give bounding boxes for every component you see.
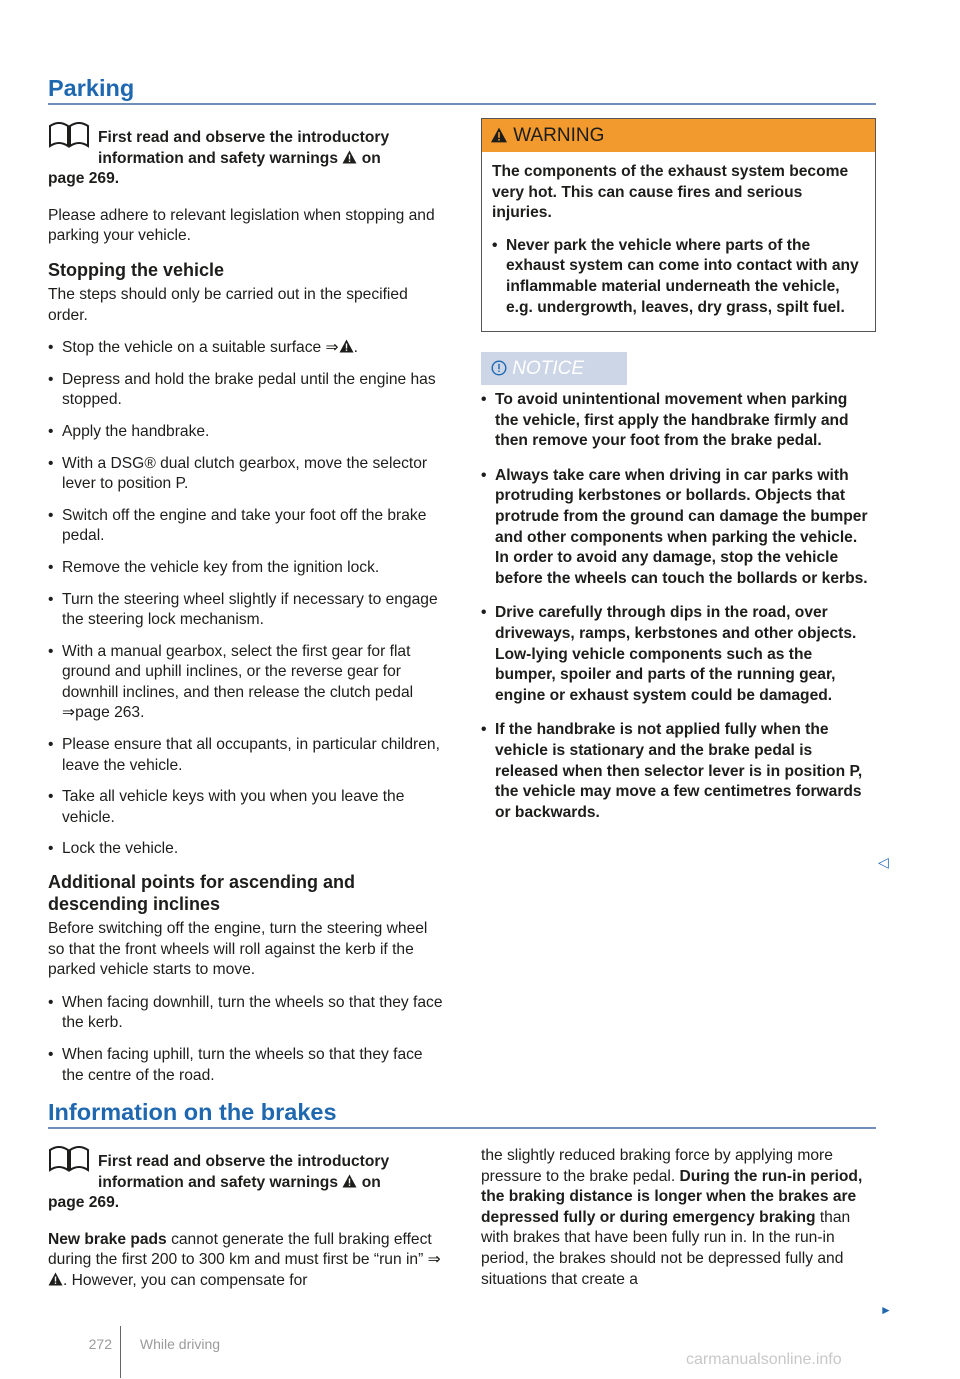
brake-pads-paragraph: New brake pads cannot generate the full braking effect during the first 200 to 300 km and must first be “run in” ⇒. However, you can compensate for (48, 1230, 441, 1289)
warning-triangle-icon (48, 1272, 63, 1286)
list-item: • Always take care when driving in car parks with protruding kerbstones or bollards. Objects that protrude from the ground can damage the bumper and other components when parking the vehicle. In order to avoid any damage, stop the vehicle before the wheels can touch the bollards or kerbs. (481, 466, 868, 587)
notice-label: NOTICE (512, 358, 585, 379)
notice-header (481, 352, 627, 385)
warning-header (482, 119, 875, 152)
list-item: • Apply the handbrake. (48, 422, 210, 440)
intro-note (48, 122, 446, 190)
footer-section: While driving (139, 1336, 221, 1352)
list-item: • If the handbrake is not applied fully when the vehicle is stationary and the brake pedal is released when then selector lever is in position P, the vehicle may move a few centimetres forwards or backwards. (481, 721, 863, 821)
notice-circle-icon (491, 360, 507, 376)
manual-book-icon (48, 122, 90, 148)
watermark: carmanualsonline.info (686, 1351, 842, 1368)
warning-body (482, 152, 875, 331)
right-column-brakes (481, 1146, 874, 1302)
list-item: • Remove the vehicle key from the ignition lock. (48, 558, 380, 576)
section-title-brakes: Information on the brakes (48, 1099, 337, 1125)
list-item: • Never park the vehicle where parts of the exhaust system can come into contact with any inflammable material underneath the vehicle, e.g. undergrowth, leaves, dry grass, spilt fuel. (492, 236, 859, 316)
notice-body (481, 390, 874, 834)
intro-text-2: information and safety warnings (98, 149, 339, 167)
intro-text-1: First read and observe the introductory (98, 1153, 390, 1170)
section-rule (48, 103, 876, 105)
list-item: • With a DSG® dual clutch gearbox, move the selector lever to position P. (48, 454, 428, 493)
warning-triangle-icon (342, 150, 357, 164)
list-item: • Stop the vehicle on a suitable surface ⇒ . (48, 339, 358, 357)
intro-text-2: information and safety warnings (98, 1173, 339, 1191)
list-item: • Drive carefully through dips in the road, over driveways, ramps, kerbstones and other objects. Low-lying vehicle components such as the bumper, spoiler and parts of the running gear, engine or exhaust system could be damaged. (481, 604, 857, 704)
continue-arrow-icon: ► (880, 1303, 892, 1317)
list-item: • Depress and hold the brake pedal until the engine has stopped. (48, 370, 436, 409)
warning-triangle-icon (339, 339, 354, 353)
incline-paragraph: Before switching off the engine, turn the steering wheel so that the front wheels will roll against the kerb if the parked vehicle starts to move. (48, 920, 428, 979)
list-item: • Take all vehicle keys with you when you leave the vehicle. (48, 788, 405, 826)
warning-triangle-icon (490, 127, 508, 143)
section-end-icon: ◁ (878, 854, 889, 870)
intro-text-on: on (361, 149, 381, 167)
list-item: • When facing uphill, turn the wheels so that they face the centre of the road. (48, 1046, 423, 1084)
intro-text-page: page 269. (48, 170, 120, 188)
list-item: • With a manual gearbox, select the first gear for flat ground and uphill inclines, or the reverse gear for downhill inclines, and then release the clutch pedal ⇒page 263. (48, 642, 414, 722)
run-in-paragraph: the slightly reduced braking force by applying more pressure to the brake pedal. During the run-in period, the braking distance is longer when the brakes are depressed fully or during emergency braking than with brakes that have been fully run in. In the run-in period, the brakes should not be depressed fully and situations that create a (481, 1147, 863, 1288)
list-item: • Lock the vehicle. (48, 840, 179, 858)
list-item: • Switch off the engine and take your foot off the brake pedal. (48, 506, 427, 545)
stopping-heading: Stopping the vehicle (48, 259, 225, 280)
page-footer (48, 1334, 220, 1355)
section-title-parking: Parking (48, 75, 135, 101)
intro-text-on: on (361, 1173, 381, 1191)
list-item: • To avoid unintentional movement when parking the vehicle, first apply the handbrake firmly and then remove your foot from the brake pedal. (481, 391, 849, 450)
warning-triangle-icon (342, 1174, 357, 1188)
left-column-parking (48, 122, 446, 1097)
list-item: • Turn the steering wheel slightly if necessary to engage the steering lock mechanism. (48, 590, 438, 629)
footer-divider (120, 1326, 121, 1378)
list-item: • When facing downhill, turn the wheels so that they face the kerb. (48, 993, 443, 1032)
intro-note (48, 1146, 446, 1214)
incline-heading: Additional points for ascending and descending inclines (48, 872, 356, 915)
manual-book-icon (48, 1146, 90, 1172)
page-number: 272 (88, 1336, 112, 1352)
intro-text-1: First read and observe the introductory (98, 129, 390, 146)
adhere-paragraph: Please adhere to relevant legislation when stopping and parking your vehicle. (48, 206, 435, 245)
warning-label: WARNING (513, 125, 605, 146)
warning-text: The components of the exhaust system become very hot. This can cause fires and serious injuries. (492, 163, 849, 222)
warning-box (481, 118, 876, 332)
list-item: • Please ensure that all occupants, in particular children, leave the vehicle. (48, 736, 440, 774)
section-rule (48, 1127, 876, 1129)
intro-text-page: page 269. (48, 1194, 120, 1212)
stopping-paragraph: The steps should only be carried out in the specified order. (48, 285, 408, 324)
left-column-brakes (48, 1146, 446, 1304)
